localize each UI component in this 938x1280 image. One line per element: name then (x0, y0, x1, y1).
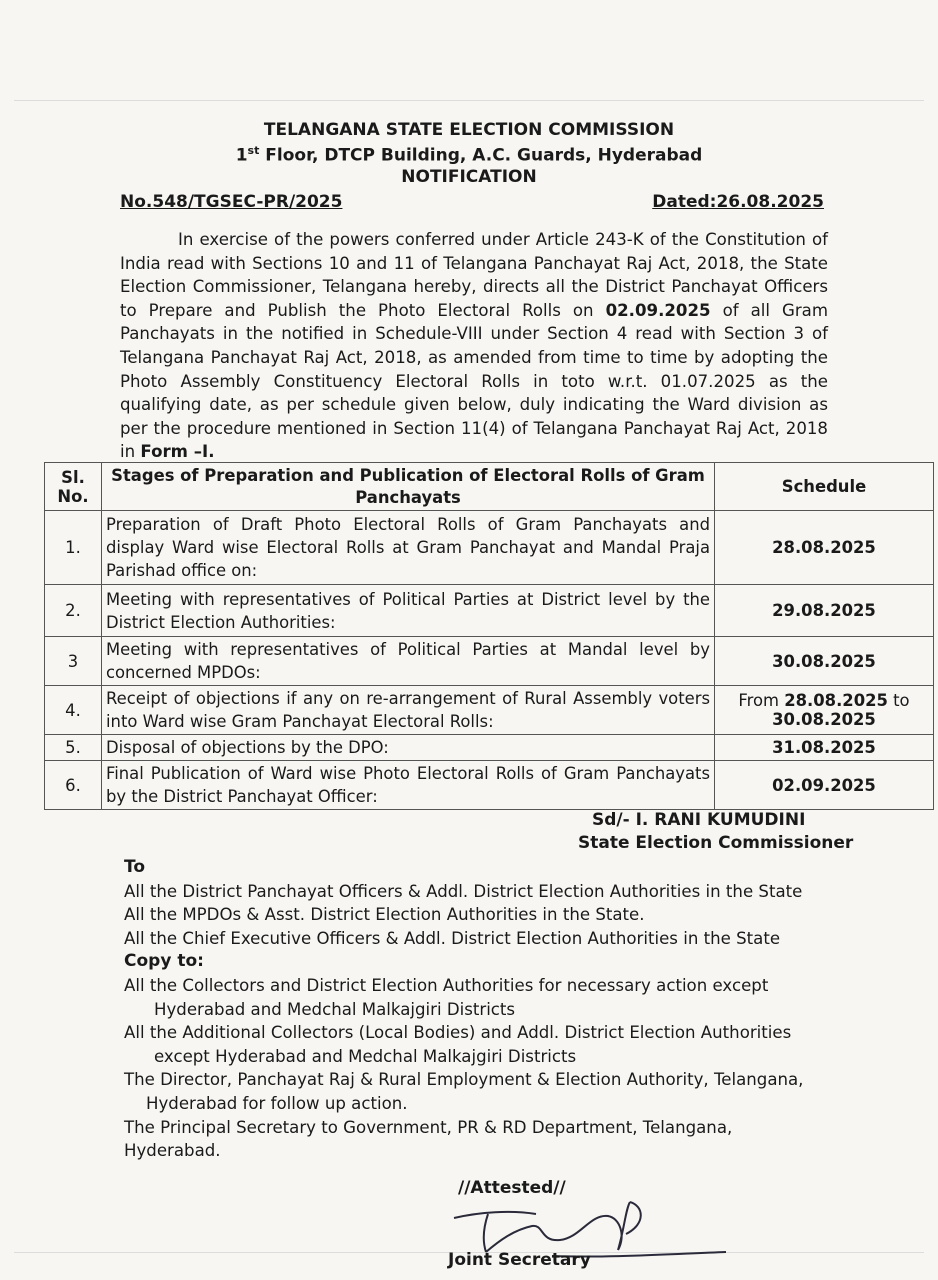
row-stage: Meeting with representatives of Political Parties at Mandal level by concerned MPDOs: (102, 637, 715, 686)
row-number: 4. (45, 686, 102, 735)
to-section (124, 856, 860, 1163)
row-schedule: 31.08.2025 (715, 735, 934, 761)
org-address: 1st Floor, DTCP Building, A.C. Guards, Hyderabad (235, 144, 703, 166)
row-schedule-range: From 28.08.2025 to 30.08.2025 (715, 686, 934, 735)
table-header-row (45, 463, 934, 511)
schedule-table (44, 462, 934, 810)
row-stage: Receipt of objections if any on re-arrangement of Rural Assembly voters into Ward wise Gram Panchayat Electoral Rolls: (102, 686, 715, 735)
copy-item: The Principal Secretary to Government, PR & RD Department, Telangana, Hyderabad. (124, 1117, 733, 1161)
signatory-title: State Election Commissioner (578, 833, 854, 853)
row-stage: Meeting with representatives of Political Parties at District level by the District Election Authorities: (102, 585, 715, 637)
doc-type: NOTIFICATION (401, 167, 537, 187)
attesting-officer-title: Joint Secretary (448, 1250, 591, 1270)
copy-item: All the Additional Collectors (Local Bodies) and Addl. District Election Authorities except Hyderabad and Medchal Malkajgiri Districts (124, 1023, 792, 1066)
table-row (45, 637, 934, 686)
attested-label: //Attested// (458, 1178, 566, 1198)
row-stage: Disposal of objections by the DPO: (102, 735, 715, 761)
row-number: 3 (45, 637, 102, 686)
scan-line (14, 100, 924, 101)
reference-date: Dated:26.08.2025 (652, 192, 824, 212)
to-item: All the District Panchayat Officers & Addl. District Election Authorities in the State (124, 881, 803, 901)
table-row (45, 585, 934, 637)
table-row (45, 511, 934, 585)
reference-number: No.548/TGSEC-PR/2025 (120, 192, 343, 212)
to-item: All the Chief Executive Officers & Addl. District Election Authorities in the State (124, 928, 781, 948)
row-stage: Preparation of Draft Photo Electoral Rolls of Gram Panchayats and display Ward wise Electoral Rolls at Gram Panchayat and Mandal Praja Parishad office on: (102, 511, 715, 585)
row-stage: Final Publication of Ward wise Photo Electoral Rolls of Gram Panchayats by the District Panchayat Officer: (102, 761, 715, 810)
table-row (45, 761, 934, 810)
copy-item: All the Collectors and District Election Authorities for necessary action except Hyderabad and Medchal Malkajgiri Districts (124, 975, 769, 1019)
row-number: 5. (45, 735, 102, 761)
to-item: All the MPDOs & Asst. District Election Authorities in the State. (124, 905, 645, 925)
org-title: TELANGANA STATE ELECTION COMMISSION (263, 120, 675, 140)
row-schedule: 02.09.2025 (715, 761, 934, 810)
row-schedule: 29.08.2025 (715, 585, 934, 637)
row-number: 1. (45, 511, 102, 585)
to-label: To (124, 857, 146, 877)
copy-to-label: Copy to: (124, 951, 204, 972)
row-schedule: 28.08.2025 (715, 511, 934, 585)
table-row (45, 735, 934, 761)
row-number: 6. (45, 761, 102, 810)
body-paragraph: In exercise of the powers conferred under Article 243-K of the Constitution of India read with Sections 10 and 11 of Telangana Panchayat Raj Act, 2018, the State Election Commissioner, Telangana hereby, directs all the District Panchayat Officers to Prepare and Publish the Photo Electoral Rolls on 02.09.2025 of all Gram Panchayats in the notified in Schedule-VIII under Section 4 read with Section 3 of Telangana Panchayat Raj Act, 2018, as amended from time to time by adopting the Photo Assembly Constituency Electoral Rolls in toto w.r.t. 01.07.2025 as the qualifying date, as per schedule given below, duly indicating the Ward division as per the procedure mentioned in Section 11(4) of Telangana Panchayat Raj Act, 2018 in Form –I. (120, 230, 828, 462)
copy-item: The Director, Panchayat Raj & Rural Employment & Election Authority, Telangana, Hyderabad for follow up action. (124, 1070, 804, 1113)
header-stage: Stages of Preparation and Publication of Electoral Rolls of Gram Panchayats (102, 463, 715, 511)
header-sl-no: Sl. No. (45, 463, 102, 511)
header-schedule: Schedule (715, 463, 934, 511)
table-row (45, 686, 934, 735)
signatory-name: Sd/- I. RANI KUMUDINI (592, 810, 806, 830)
row-schedule: 30.08.2025 (715, 637, 934, 686)
row-number: 2. (45, 585, 102, 637)
